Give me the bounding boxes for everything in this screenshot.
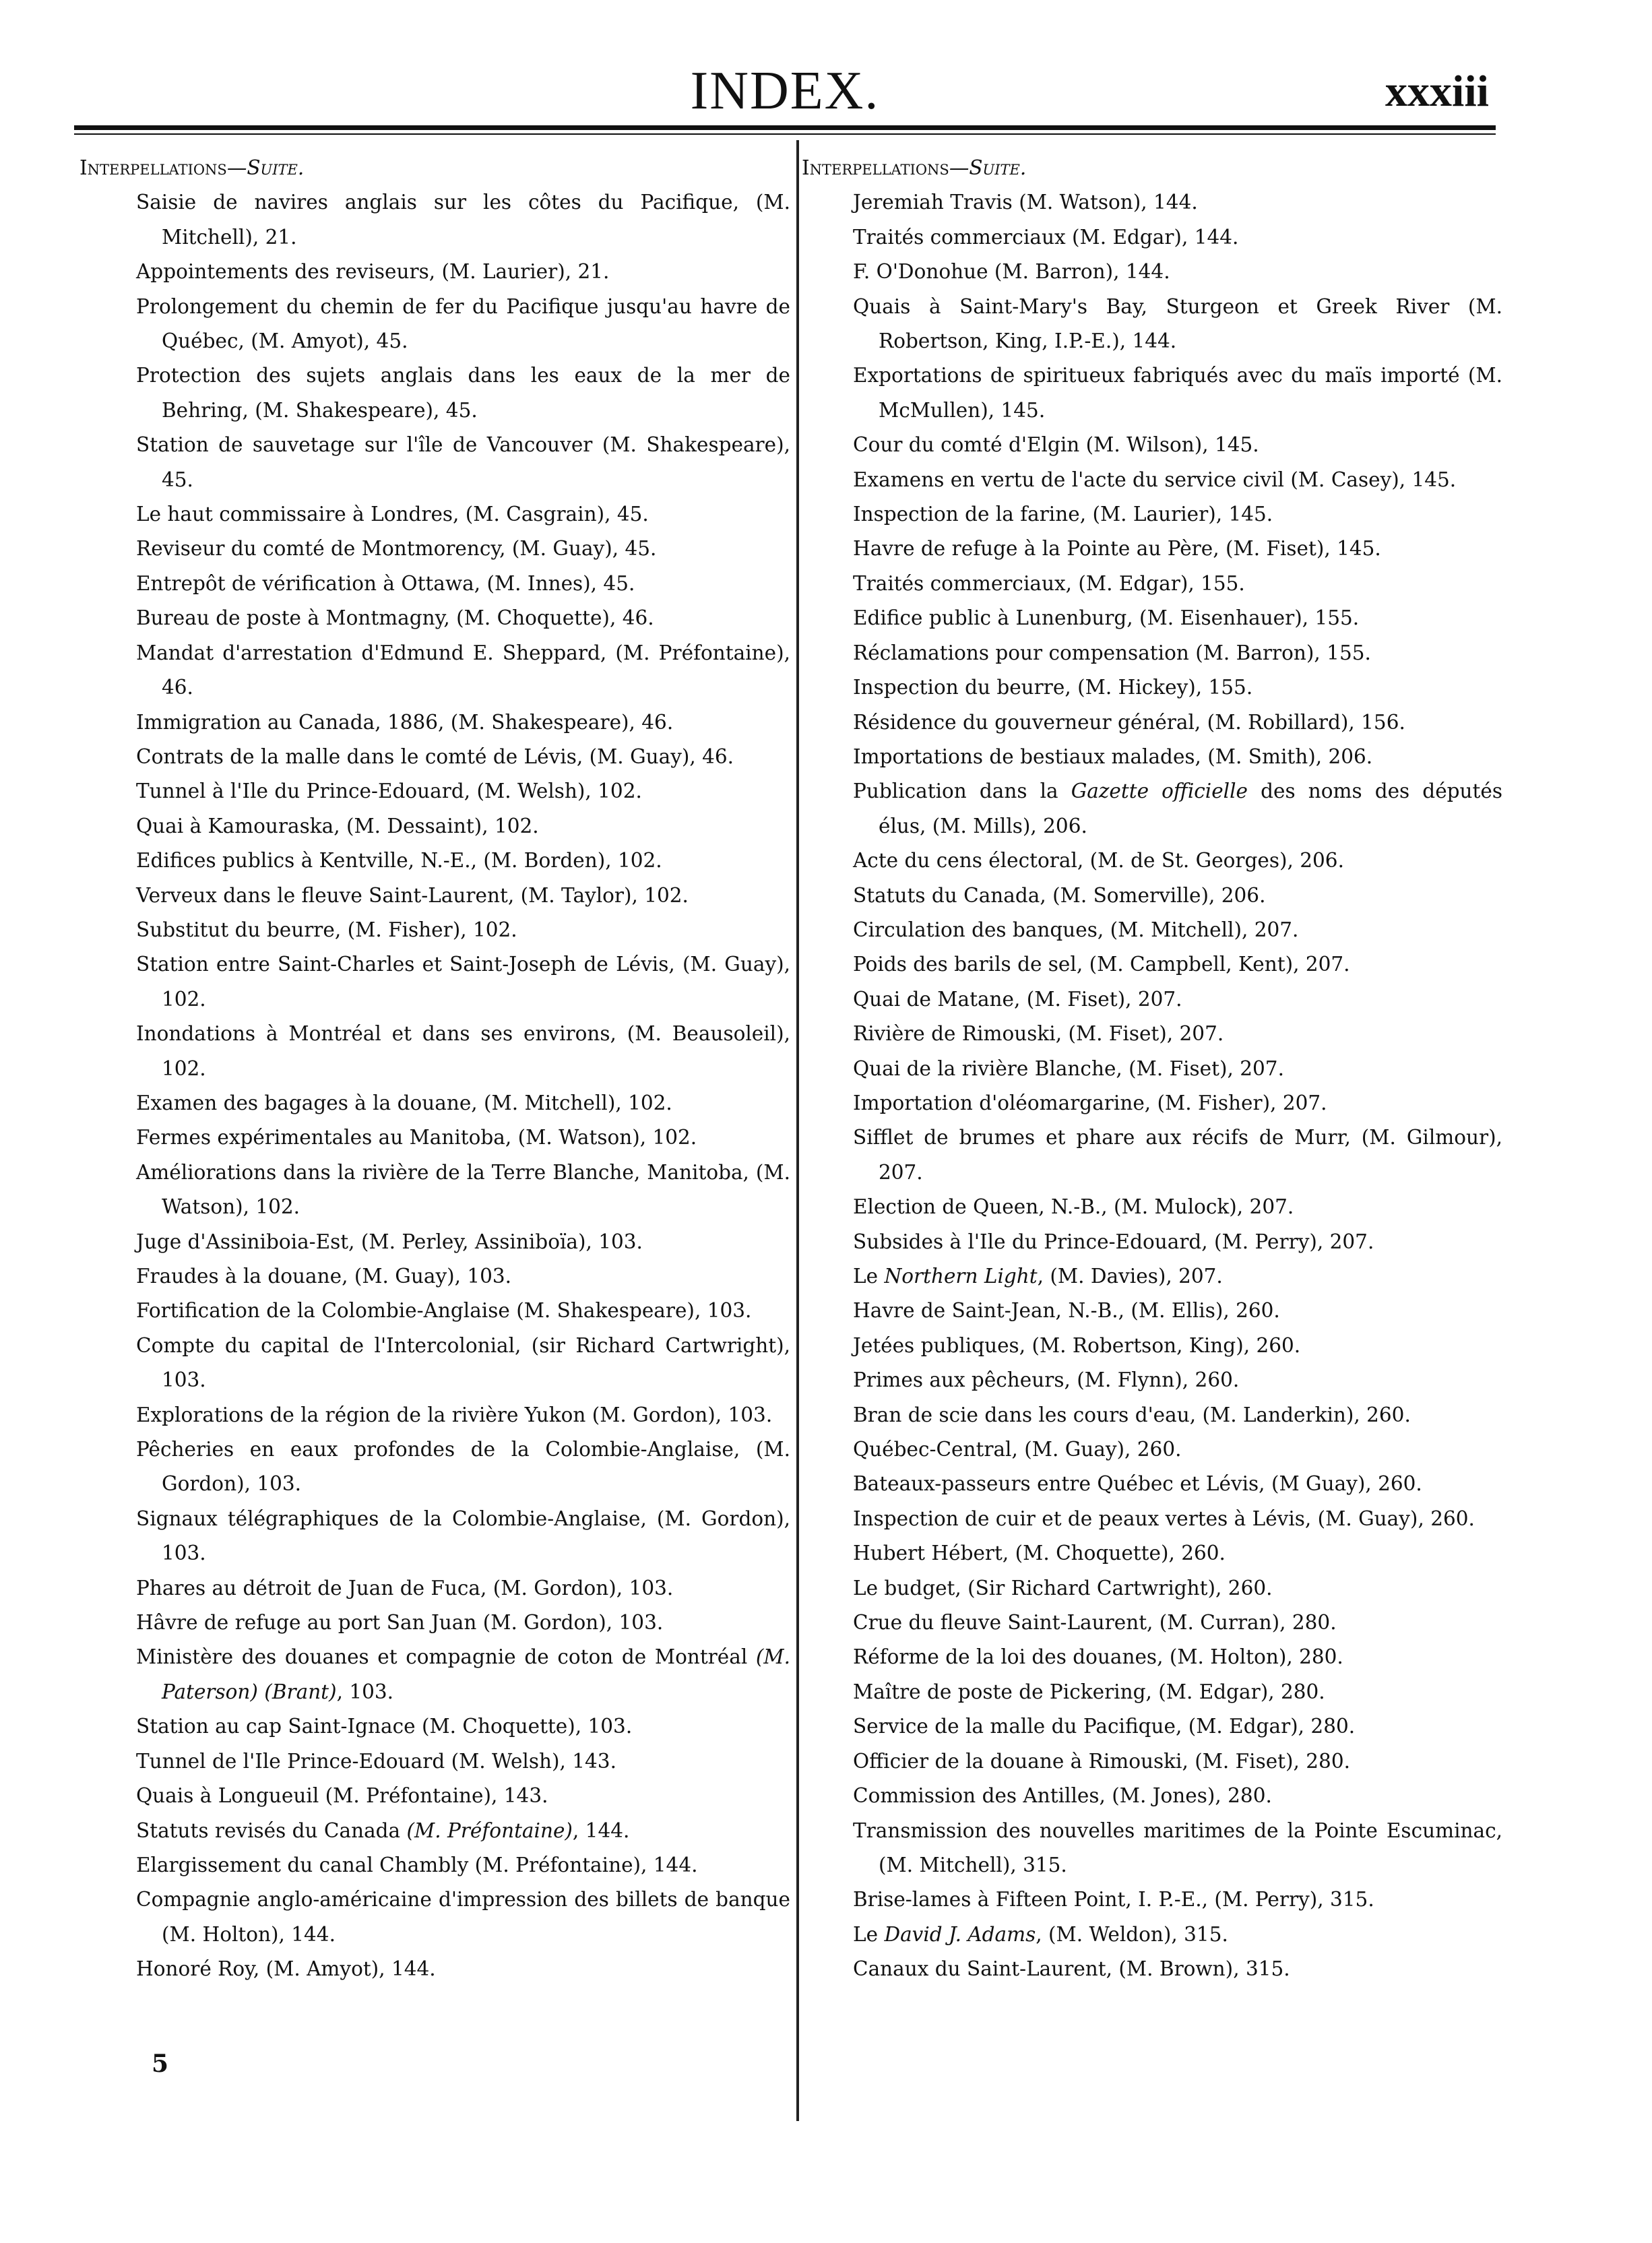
entry-text: des noms des députés élus, (M. Mills), 206. [879, 780, 1502, 838]
left-column [80, 151, 790, 1987]
entry-text: , (M. Weldon), 315. [1036, 1922, 1228, 1946]
page-title: INDEX. [690, 61, 880, 121]
right-column [802, 151, 1502, 1987]
index-entry: Exportations de spiritueux fabriqués avec du maïs importé (M. McMullen), 145. [853, 364, 1502, 422]
entry-italic-text: (M. Préfontaine) [406, 1819, 573, 1842]
column-heading [80, 151, 790, 185]
index-entry: Station de sauvetage sur l'île de Vancouver (M. Shakespeare), 45. [136, 433, 790, 491]
index-entry: F. O'Donohue (M. Barron), 144. [853, 260, 1170, 284]
index-entry: Subsides à l'Ile du Prince-Edouard, (M. Perry), 207. [853, 1230, 1374, 1253]
index-entry: Jeremiah Travis (M. Watson), 144. [853, 191, 1198, 214]
index-entry: Fortification de la Colombie-Anglaise (M. Shakespeare), 103. [136, 1299, 752, 1323]
index-entry: Saisie de navires anglais sur les côtes du Pacifique, (M. Mitchell), 21. [136, 191, 790, 249]
index-entry: Importation d'oléomargarine, (M. Fisher), 207. [853, 1091, 1327, 1114]
index-entry: Acte du cens électoral, (M. de St. Georges), 206. [853, 849, 1344, 873]
index-entry: Traités commerciaux (M. Edgar), 144. [853, 225, 1239, 249]
index-entry: Reviseur du comté de Montmorency, (M. Guay), 45. [136, 537, 657, 561]
index-entry: Signaux télégraphiques de la Colombie-Anglaise, (M. Gordon), 103. [136, 1507, 790, 1565]
entry-italic-text: Gazette officielle [1071, 780, 1248, 803]
index-entry: Primes aux pêcheurs, (M. Flynn), 260. [853, 1368, 1240, 1392]
index-entry: Pêcheries en eaux profondes de la Colombie-Anglaise, (M. Gordon), 103. [136, 1438, 790, 1496]
index-entry: Immigration au Canada, 1886, (M. Shakespeare), 46. [136, 710, 674, 734]
entry-italic-text: (M. Paterson) (Brant) [162, 1645, 790, 1703]
entry-text: , 103. [336, 1680, 394, 1703]
index-entry: Havre de Saint-Jean, N.-B., (M. Ellis), 260. [853, 1299, 1280, 1323]
index-entry: Station entre Saint-Charles et Saint-Joseph de Lévis, (M. Guay), 102. [136, 953, 790, 1011]
index-entry: Le budget, (Sir Richard Cartwright), 260. [853, 1576, 1273, 1600]
index-entry: Compagnie anglo-américaine d'impression des billets de banque (M. Holton), 144. [136, 1888, 790, 1946]
index-entry: Maître de poste de Pickering, (M. Edgar), 280. [853, 1680, 1325, 1703]
index-entry [853, 1259, 1502, 1294]
index-entry: Compte du capital de l'Intercolonial, (sir Richard Cartwright), 103. [136, 1333, 790, 1392]
index-entry: Réclamations pour compensation (M. Barron), 155. [853, 641, 1371, 664]
heading-label: Interpellations [802, 156, 949, 179]
index-entry: Résidence du gouverneur général, (M. Robillard), 156. [853, 710, 1405, 734]
index-entry: Quai à Kamouraska, (M. Dessaint), 102. [136, 814, 539, 838]
index-entry: Explorations de la région de la rivière Yukon (M. Gordon), 103. [136, 1403, 773, 1426]
index-entry: Transmission des nouvelles maritimes de la Pointe Escuminac, (M. Mitchell), 315. [853, 1819, 1502, 1876]
index-entry: Inondations à Montréal et dans ses environs, (M. Beausoleil), 102. [136, 1022, 790, 1080]
column-heading [802, 151, 1502, 185]
index-entry: Fermes expérimentales au Manitoba, (M. Watson), 102. [136, 1126, 697, 1149]
index-entry [136, 1814, 790, 1848]
entry-text: Statuts revisés du Canada [136, 1819, 407, 1842]
index-entry: Substitut du beurre, (M. Fisher), 102. [136, 918, 517, 941]
index-entry [853, 774, 1502, 844]
index-entry: Hubert Hébert, (M. Choquette), 260. [853, 1542, 1226, 1565]
index-entry: Phares au détroit de Juan de Fuca, (M. Gordon), 103. [136, 1576, 674, 1600]
index-entry: Officier de la douane à Rimouski, (M. Fiset), 280. [853, 1749, 1350, 1773]
index-entry: Bateaux-passeurs entre Québec et Lévis, (M Guay), 260. [853, 1472, 1422, 1496]
entry-text: , 144. [572, 1819, 630, 1842]
index-entry: Honoré Roy, (M. Amyot), 144. [136, 1957, 436, 1981]
index-entry: Circulation des banques, (M. Mitchell), 207. [853, 918, 1299, 941]
index-entry: Améliorations dans la rivière de la Terre Blanche, Manitoba, (M. Watson), 102. [136, 1160, 790, 1219]
column-divider [796, 140, 799, 2121]
index-entry [853, 1918, 1502, 1952]
index-entry: Brise-lames à Fifteen Point, I. P.-E., (M. Perry), 315. [853, 1888, 1374, 1912]
header-rule-thin [74, 133, 1496, 135]
index-entry: Mandat d'arrestation d'Edmund E. Sheppard, (M. Préfontaine), 46. [136, 641, 790, 699]
index-entry: Quais à Saint-Mary's Bay, Sturgeon et Greek River (M. Robertson, King, I.P.-E.), 144. [853, 294, 1502, 353]
index-entry: Service de la malle du Pacifique, (M. Edgar), 280. [853, 1715, 1356, 1738]
index-entry: Quai de la rivière Blanche, (M. Fiset), 207. [853, 1056, 1284, 1080]
index-entry: Elargissement du canal Chambly (M. Préfontaine), 144. [136, 1853, 698, 1876]
entry-text: Ministère des douanes et compagnie de coton de Montréal [136, 1645, 756, 1669]
entry-list [80, 185, 790, 1986]
index-entry [136, 1640, 790, 1709]
index-entry: Crue du fleuve Saint-Laurent, (M. Curran), 280. [853, 1611, 1337, 1635]
index-entry: Commission des Antilles, (M. Jones), 280. [853, 1784, 1272, 1808]
index-entry: Bran de scie dans les cours d'eau, (M. Landerkin), 260. [853, 1403, 1411, 1426]
entry-list [802, 185, 1502, 1986]
index-entry: Québec-Central, (M. Guay), 260. [853, 1438, 1182, 1461]
index-entry: Appointements des reviseurs, (M. Laurier), 21. [136, 260, 610, 284]
index-entry: Poids des barils de sel, (M. Campbell, Kent), 207. [853, 953, 1350, 976]
heading-label: Interpellations [80, 156, 227, 179]
index-entry: Prolongement du chemin de fer du Pacifique jusqu'au havre de Québec, (M. Amyot), 45. [136, 294, 790, 353]
entry-italic-text: David J. Adams [884, 1922, 1036, 1946]
index-entry: Verveux dans le fleuve Saint-Laurent, (M. Taylor), 102. [136, 883, 689, 907]
index-entry: Jetées publiques, (M. Robertson, King), 260. [853, 1333, 1301, 1357]
index-entry: Bureau de poste à Montmagny, (M. Choquette), 46. [136, 606, 654, 630]
index-entry: Réforme de la loi des douanes, (M. Holton), 280. [853, 1645, 1343, 1669]
index-entry: Election de Queen, N.-B., (M. Mulock), 207. [853, 1195, 1294, 1219]
index-entry: Sifflet de brumes et phare aux récifs de Murr, (M. Gilmour), 207. [853, 1126, 1502, 1184]
index-entry: Juge d'Assiniboia-Est, (M. Perley, Assiniboïa), 103. [136, 1230, 643, 1253]
index-entry: Rivière de Rimouski, (M. Fiset), 207. [853, 1022, 1224, 1046]
index-entry: Inspection du beurre, (M. Hickey), 155. [853, 676, 1253, 699]
heading-suite: —Suite. [949, 156, 1027, 179]
heading-suite: —Suite. [226, 156, 305, 179]
index-entry: Examen des bagages à la douane, (M. Mitchell), 102. [136, 1091, 672, 1114]
index-entry: Importations de bestiaux malades, (M. Smith), 206. [853, 745, 1373, 768]
entry-italic-text: Northern Light [884, 1265, 1038, 1288]
index-entry: Traités commerciaux, (M. Edgar), 155. [853, 571, 1245, 595]
entry-text: Publication dans la [853, 780, 1071, 803]
index-entry: Contrats de la malle dans le comté de Lévis, (M. Guay), 46. [136, 745, 734, 768]
index-entry: Hâvre de refuge au port San Juan (M. Gordon), 103. [136, 1611, 664, 1635]
entry-text: Le [853, 1265, 885, 1288]
index-entry: Examens en vertu de l'acte du service civil (M. Casey), 145. [853, 468, 1457, 491]
index-entry: Inspection de la farine, (M. Laurier), 145. [853, 503, 1273, 526]
entry-text: , (M. Davies), 207. [1037, 1265, 1223, 1288]
header-rule [74, 125, 1496, 130]
index-entry: Le haut commissaire à Londres, (M. Casgrain), 45. [136, 503, 649, 526]
page-number: xxxiii [1385, 67, 1489, 116]
page-header [74, 47, 1496, 121]
entry-text: Le [853, 1922, 885, 1946]
index-entry: Quai de Matane, (M. Fiset), 207. [853, 987, 1182, 1011]
index-entry: Tunnel de l'Ile Prince-Edouard (M. Welsh), 143. [136, 1749, 616, 1773]
index-entry: Protection des sujets anglais dans les eaux de la mer de Behring, (M. Shakespeare), 45. [136, 364, 790, 422]
index-entry: Statuts du Canada, (M. Somerville), 206. [853, 883, 1266, 907]
index-entry: Havre de refuge à la Pointe au Père, (M. Fiset), 145. [853, 537, 1381, 561]
index-entry: Tunnel à l'Ile du Prince-Edouard, (M. Welsh), 102. [136, 780, 642, 803]
index-entry: Inspection de cuir et de peaux vertes à Lévis, (M. Guay), 260. [853, 1507, 1475, 1530]
index-entry: Edifices publics à Kentville, N.-E., (M. Borden), 102. [136, 849, 662, 873]
index-entry: Edifice public à Lunenburg, (M. Eisenhauer), 155. [853, 606, 1360, 630]
index-entry: Station au cap Saint-Ignace (M. Choquette), 103. [136, 1715, 633, 1738]
index-entry: Canaux du Saint-Laurent, (M. Brown), 315. [853, 1957, 1290, 1981]
index-entry: Fraudes à la douane, (M. Guay), 103. [136, 1265, 512, 1288]
index-entry: Entrepôt de vérification à Ottawa, (M. Innes), 45. [136, 571, 635, 595]
index-entry: Quais à Longueuil (M. Préfontaine), 143. [136, 1784, 548, 1808]
index-entry: Cour du comté d'Elgin (M. Wilson), 145. [853, 433, 1259, 457]
signature-mark: 5 [152, 2050, 169, 2078]
